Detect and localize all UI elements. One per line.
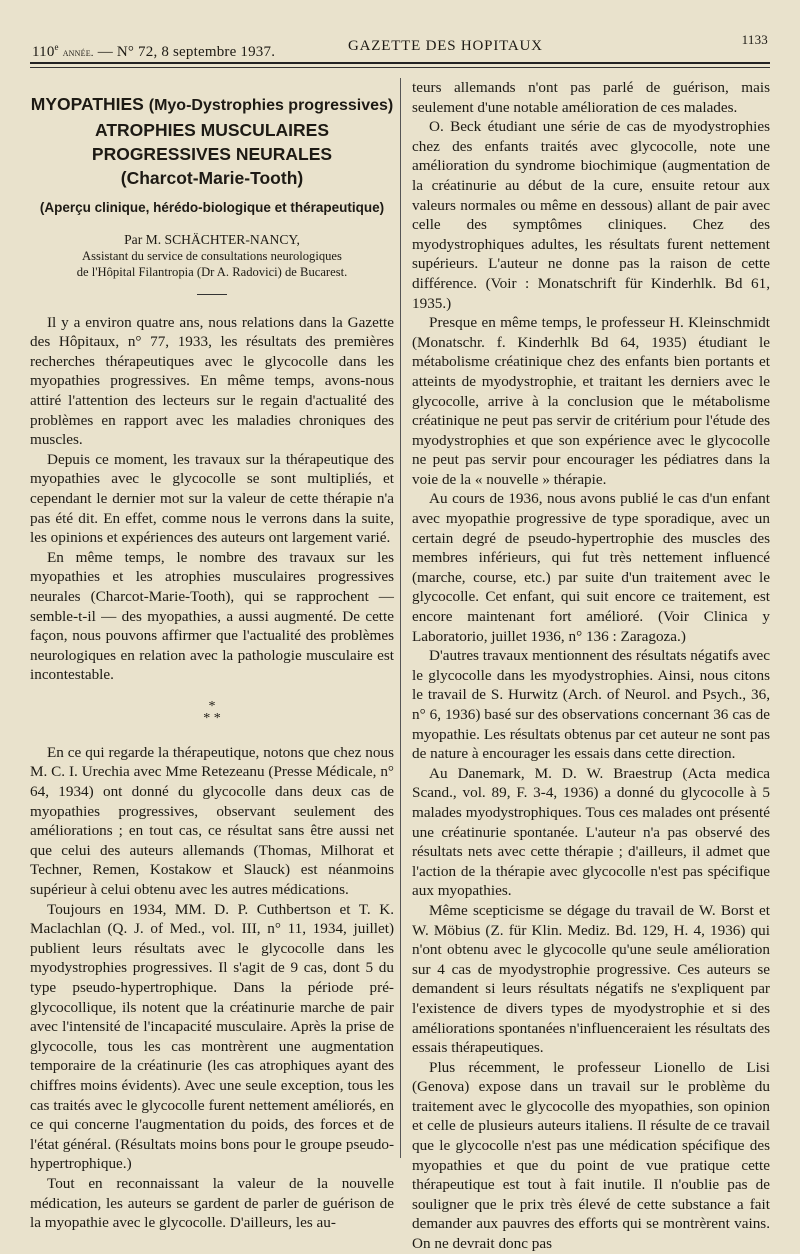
- paragraph: En ce qui regarde la thérapeutique, notons que chez nous M. C. I. Urechia avec Mme Retezeanu (Presse Médicale, n° 64, 1934) ont donné du glycocolle dans deux cas de myopathies progressives, observant seulement des améliorations ; en tout cas, ce résultat sans être aussi net que celui des auteurs allemands (Thomas, Milhorat et Techner, Remen, Kostakow et Slauck) est néanmoins supérieur à celui obtenu avec les autres médications.: [30, 743, 394, 899]
- journal-title: GAZETTE DES HOPITAUX: [348, 38, 543, 54]
- title-rule: [197, 294, 227, 295]
- article-heading: [30, 92, 394, 218]
- paragraph: teurs allemands n'ont pas parlé de guérison, mais seulement d'une notable amélioration de ces malades.: [412, 79, 770, 116]
- header-rule-thin: [30, 67, 770, 68]
- title-line-3: PROGRESSIVES NEURALES: [91, 144, 333, 164]
- title-line-4: (Charcot-Marie-Tooth): [120, 168, 304, 188]
- paragraph: D'autres travaux mentionnent des résultats négatifs avec le glycocolle dans les myodystrophies. Ainsi, nous citons le travail de S. Hurwitz (Arch. of Neurol. and Psych., 36, n° 6, 1936) basé sur des observations concernant 36 cas de myopathie. Les résultats obtenus par cet auteur ne sont pas de nature à encourager les essais dans cette direction.: [412, 647, 770, 763]
- paragraph: Au Danemark, M. D. W. Braestrup (Acta medica Scand., vol. 89, F. 3-4, 1936) a donné du glycocolle à 5 malades myodystrophiques. Tous ces malades ont présenté une créatinurie spontanée. L'auteur n'a pas observé des résultats nets avec cette thérapie ; d'ailleurs, il admet que l'action de la thérapie avec glycocolle n'est pas spécifique aux myopathies.: [412, 764, 770, 900]
- left-column: [30, 80, 394, 1233]
- paragraph: Il y a environ quatre ans, nous relations dans la Gazette des Hôpitaux, n° 77, 1933, les résultats des premières recherches thérapeutiques avec le glycocolle dans les myopathies progressives. En même temps, avons-nous attiré l'attention des lecteurs sur le regain d'actualité des problèmes en rapport avec les maladies chroniques des muscles.: [30, 313, 394, 449]
- paragraph: Depuis ce moment, les travaux sur la thérapeutique des myopathies avec le glycocolle se sont multipliés, et cependant le dernier mot sur la valeur de cette thérapie n'a pas été dit. En effet, comme nous le verrons dans la suite, les opinions et expériences des auteurs ont largement varié.: [30, 450, 394, 547]
- byline: [30, 232, 394, 280]
- header-rule-thick: [30, 62, 770, 64]
- section-break-asterisks: * * *: [203, 698, 221, 726]
- affiliation-line-1: Assistant du service de consultations neurologiques: [82, 248, 342, 263]
- right-column: [412, 78, 770, 1254]
- paragraph: O. Beck étudiant une série de cas de myodystrophies chez des enfants traités avec glycocolle, note une amélioration du syndrome biochimique (augmentation de la créatinurie au début de la cure, ensuite retour aux valeurs normales ou même en dessous) allant de pair avec celle des symptômes cliniques. Chez des myodystrophiques adultes, les résultats furent nettement supérieurs. L'auteur ne donne pas la raison de cette différence. (Voir : Monatschrift für Kinderhlk. Bd 61, 1935.): [412, 118, 770, 312]
- paragraph: Toujours en 1934, MM. D. P. Cuthbertson et T. K. Maclachlan (Q. J. of Med., vol. III, n° 11, 1934, juillet) publient leurs résultats avec le glycocolle dans les myodystrophies progressives. Il s'agit de 9 cas, dont 5 du type pseudo-hypertrophique. Dans la période pré-glycocollique, ils notent que la créatinurie marche de pair avec l'intensité de l'incapacité musculaire. Après la prise de glycocolle, tous les cas montrèrent une augmentation temporaire de la créatinurie (les cas atrophiques ayant des chiffres moins évidents). Avec une seule exception, tous les cas traités avec le glycocolle furent nettement améliorés, en ce qui concerne l'augmentation du poids, des forces et de l'état général. (Résultats moins bons pour le groupe pseudo-hypertrophique.): [30, 900, 394, 1173]
- paragraph: Presque en même temps, le professeur H. Kleinschmidt (Monatschr. f. Kinderhlk Bd 64, 1935) étudiant le métabolisme créatinique chez des enfants bien portants et atteints de myodystrophie, et traitant les derniers avec le glycocolle, arrive à la conclusion que le métabolisme créatinique ne peut pas servir de critérium pour l'étude des myodystrophies et que son expérience avec le glycocolle ne peut pas servir pour encourager les pédiatres dans la voie de la « nouvelle » thérapie.: [412, 314, 770, 488]
- affiliation-line-2: de l'Hôpital Filantropia (Dr A. Radovici) de Bucarest.: [76, 264, 348, 279]
- issue-info: 110e année. — N° 72, 8 septembre 1937.: [32, 42, 276, 60]
- article-subtitle: (Aperçu clinique, hérédo-biologique et thérapeutique): [39, 200, 385, 215]
- author: Par M. SCHÄCHTER-NANCY,: [124, 231, 300, 247]
- paragraph: Au cours de 1936, nous avons publié le cas d'un enfant avec myopathie progressive de type sporadique, avec un certain degré de pseudo-hypertrophie des muscles des membres inférieurs, qui fut très nettement influencé (marche, course, etc.) par suite d'un traitement avec le glycocolle. Cet enfant, qui suit encore ce traitement, est encore maintenant fort amélioré. (Voir Clinica y Laboratorio, juillet 1936, n° 136 : Zaragoza.): [412, 490, 770, 645]
- title-line-2: ATROPHIES MUSCULAIRES: [95, 120, 329, 140]
- paragraph: Même scepticisme se dégage du travail de W. Borst et W. Möbius (Z. für Klin. Mediz. Bd. 129, H. 4, 1936) qui n'ont obtenu avec le glycocolle qu'une seule amélioration sur 4 cas de myodystrophie progressive. Ces auteurs se demandent si leurs résultats négatifs ne s'expliquent par l'existence de divers types de myodystrophie et si des améliorations spontanées n'influenceraient les résultats des essais thérapeutiques.: [412, 901, 770, 1057]
- page-number: 1133: [741, 32, 768, 47]
- running-header: [30, 32, 772, 60]
- title-line-1-paren: (Myo-Dystrophies progressives): [148, 97, 394, 114]
- title-line-1: MYOPATHIES: [30, 94, 144, 114]
- paragraph: Plus récemment, le professeur Lionello de Lisi (Genova) expose dans un travail sur le problème du traitement avec le glycocolle des myopathies, son opinion et celle de plusieurs auteurs italiens. Il résulte de ce travail que le glycocolle n'est pas une médication spécifique des myopathies et que du point de vue pratique cette thérapeutique est tout à fait inutile. Il n'oublie pas de souligner que le prix très élevé de cette substance a fait demander aux pauvres des efforts qui se montrèrent vains. On ne devrait donc pas: [412, 1058, 770, 1253]
- column-separator: [400, 78, 401, 1158]
- paragraph: Tout en reconnaissant la valeur de la nouvelle médication, les auteurs se gardent de parler de guérison de la myopathie avec le glycocolle. D'ailleurs, les au-: [30, 1174, 394, 1232]
- paragraph: En même temps, le nombre des travaux sur les myopathies et les atrophies musculaires progressives neurales (Charcot-Marie-Tooth), qui se rapprochent — semble-t-il — des myopathies, a aussi augmenté. De cette façon, nous pouvons affirmer que l'actualité des problèmes neurologiques en relation avec la pathologie musculaire est incontestable.: [30, 548, 394, 684]
